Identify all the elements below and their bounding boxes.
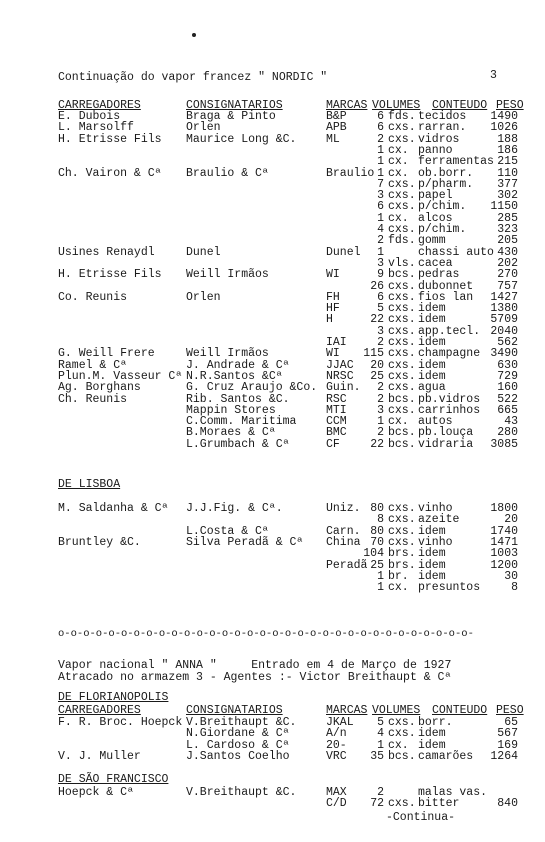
volume-qty-cell: 3 xyxy=(377,324,384,338)
volume-unit-cell: cxs. xyxy=(388,502,416,515)
weight-cell: 20 xyxy=(504,513,518,527)
shipper-cell: M. Saldanha & Cª xyxy=(58,502,169,515)
weight-cell: 522 xyxy=(497,392,518,406)
content-cell: idem xyxy=(418,569,446,583)
volume-unit-cell: cxs. xyxy=(388,797,416,811)
weight-cell: 1490 xyxy=(490,110,518,123)
consignee-cell: G. Cruz Araujo &Co. xyxy=(186,381,318,395)
weight-cell: 1150 xyxy=(490,200,518,214)
shipper-cell: E. Dubois xyxy=(58,110,121,123)
content-cell: panno xyxy=(418,143,453,157)
volume-unit-cell: cxs. xyxy=(388,121,416,135)
volume-qty-cell: 25 xyxy=(370,369,384,383)
column-header: CARREGADORES xyxy=(58,704,141,717)
weight-cell: 2040 xyxy=(490,324,518,338)
shipper-cell: Ramel & Cª xyxy=(58,358,128,372)
volume-qty-cell: 4 xyxy=(377,223,384,236)
content-cell: p/chim. xyxy=(418,223,467,236)
volume-qty-cell: 1 xyxy=(377,143,384,157)
volume-unit-cell: bcs. xyxy=(388,426,416,440)
mark-cell: ML xyxy=(326,132,340,146)
mark-cell: MTI xyxy=(326,403,347,417)
mark-cell: Dunel xyxy=(326,245,361,259)
content-cell: agua xyxy=(418,381,446,395)
shipper-cell: H. Etrisse Fils xyxy=(58,132,162,146)
weight-cell: 8 xyxy=(511,581,518,595)
shipper-cell: V. J. Muller xyxy=(58,749,141,763)
column-header: PESO xyxy=(496,99,524,112)
volume-qty-cell: 2 xyxy=(377,426,384,440)
volume-unit-cell: cx. xyxy=(388,738,409,752)
weight-cell: 3085 xyxy=(490,437,518,451)
consignee-cell: L.Grumbach & Cª xyxy=(186,437,290,451)
volume-unit-cell: cxs. xyxy=(388,177,416,191)
volume-unit-cell: cxs. xyxy=(388,336,416,349)
content-cell: idem xyxy=(418,727,446,741)
weight-cell: 1026 xyxy=(490,121,518,135)
content-cell: tecidos xyxy=(418,110,467,123)
shipper-cell: Plun.M. Vasseur Cª xyxy=(58,369,183,383)
consignee-cell: B.Moraes & Cª xyxy=(186,426,276,440)
mark-cell: IAI xyxy=(326,336,347,349)
volume-qty-cell: 7 xyxy=(377,177,384,191)
mark-cell: Carn. xyxy=(326,524,361,538)
volume-unit-cell: cx. xyxy=(388,581,409,595)
volume-unit-cell: bcs. xyxy=(388,268,416,282)
consignee-cell: J. Andrade & Cª xyxy=(186,358,290,372)
content-cell: idem xyxy=(418,558,446,572)
weight-cell: 65 xyxy=(504,716,518,729)
weight-cell: 1427 xyxy=(490,290,518,304)
weight-cell: 270 xyxy=(497,268,518,282)
volume-unit-cell: cxs. xyxy=(388,524,416,538)
weight-cell: 169 xyxy=(497,738,518,752)
weight-cell: 30 xyxy=(504,569,518,583)
content-cell: chassi auto xyxy=(418,245,494,259)
mark-cell: BMC xyxy=(326,426,347,440)
mark-cell: CF xyxy=(326,437,340,451)
column-header: MARCAS xyxy=(326,704,368,717)
weight-cell: 665 xyxy=(497,403,518,417)
volume-qty-cell: 2 xyxy=(377,786,384,799)
mark-cell: VRC xyxy=(326,749,347,763)
shipper-cell: G. Weill Frere xyxy=(58,347,155,361)
volume-unit-cell: brs. xyxy=(388,547,416,561)
weight-cell: 43 xyxy=(504,415,518,429)
column-header: PESO xyxy=(496,704,524,717)
content-cell: ob.borr. xyxy=(418,166,474,180)
weight-cell: 285 xyxy=(497,211,518,225)
content-cell: pb.vidros xyxy=(418,392,481,406)
volume-unit-cell: cxs. xyxy=(388,347,416,361)
consignee-cell: C.Comm. Maritima xyxy=(186,415,297,429)
weight-cell: 1200 xyxy=(490,558,518,572)
content-cell: fios lan xyxy=(418,290,474,304)
consignee-cell: J.Santos Coelho xyxy=(186,749,290,763)
volume-unit-cell: cx. xyxy=(388,166,409,180)
volume-qty-cell: 35 xyxy=(370,749,384,763)
consignee-cell: Dunel xyxy=(186,245,221,259)
volume-unit-cell: cxs. xyxy=(388,200,416,214)
shipper-cell: Bruntley &C. xyxy=(58,535,141,549)
volume-qty-cell: 25 xyxy=(370,558,384,572)
consignee-cell: Braulio & Cª xyxy=(186,166,269,180)
volume-qty-cell: 72 xyxy=(370,797,384,811)
weight-cell: 202 xyxy=(497,256,518,270)
weight-cell: 323 xyxy=(497,223,518,236)
volume-qty-cell: 1 xyxy=(377,245,384,259)
weight-cell: 630 xyxy=(497,358,518,372)
volume-qty-cell: 1 xyxy=(377,155,384,169)
content-cell: camarões xyxy=(418,749,474,763)
consignee-cell: L. Cardoso & Cª xyxy=(186,738,290,752)
weight-cell: 1264 xyxy=(490,749,518,763)
column-header: CONTEUDO xyxy=(432,99,488,112)
weight-cell: 567 xyxy=(497,727,518,741)
volume-unit-cell: brs. xyxy=(388,558,416,572)
content-cell: p/pharm. xyxy=(418,177,474,191)
volume-qty-cell: 22 xyxy=(370,313,384,327)
weight-cell: 280 xyxy=(497,426,518,440)
content-cell: idem xyxy=(418,547,446,561)
content-cell: cacea xyxy=(418,256,453,270)
volume-qty-cell: 3 xyxy=(377,256,384,270)
content-cell: malas vas. xyxy=(418,786,488,799)
content-cell: papel xyxy=(418,189,453,203)
weight-cell: 160 xyxy=(497,381,518,395)
volume-unit-cell: cxs. xyxy=(388,716,416,729)
volume-unit-cell: br. xyxy=(388,569,409,583)
weight-cell: 757 xyxy=(497,279,518,293)
column-header: CONSIGNATARIOS xyxy=(186,704,283,717)
origin-sao-francisco: DE SÃO FRANCISCO xyxy=(58,773,169,786)
volume-qty-cell: 1 xyxy=(377,738,384,752)
agents-line: Atracado no armazem 3 - Agentes :- Victor Breithaupt & Cª xyxy=(58,671,452,684)
volume-qty-cell: 2 xyxy=(377,132,384,146)
weight-cell: 1800 xyxy=(490,502,518,515)
shipper-cell: Usines Renaydl xyxy=(58,245,155,259)
volume-unit-cell: cx. xyxy=(388,415,409,429)
volume-qty-cell: 1 xyxy=(377,211,384,225)
volume-unit-cell: cxs. xyxy=(388,358,416,372)
volume-qty-cell: 3 xyxy=(377,189,384,203)
volume-unit-cell: cxs. xyxy=(388,279,416,293)
volume-unit-cell: vls. xyxy=(388,256,416,270)
volume-qty-cell: 1 xyxy=(377,415,384,429)
volume-qty-cell: 2 xyxy=(377,381,384,395)
vessel-line: Vapor nacional " ANNA " Entrado em 4 de Março de 1927 xyxy=(58,659,452,672)
mark-cell: JJAC xyxy=(326,358,354,372)
mark-cell: C/D xyxy=(326,797,347,811)
content-cell: carrinhos xyxy=(418,403,481,417)
consignee-cell: Braga & Pinto xyxy=(186,110,276,123)
volume-unit-cell: cxs. xyxy=(388,513,416,527)
volume-qty-cell: 1 xyxy=(377,581,384,595)
volume-qty-cell: 2 xyxy=(377,336,384,349)
mark-cell: China xyxy=(326,535,361,549)
consignee-cell: L.Costa & Cª xyxy=(186,524,269,538)
shipper-cell: F. R. Broc. Hoepck xyxy=(58,716,183,729)
volume-qty-cell: 6 xyxy=(377,290,384,304)
mark-cell: Braulio xyxy=(326,166,375,180)
weight-cell: 729 xyxy=(497,369,518,383)
consignee-cell: Weill Irmãos xyxy=(186,268,269,282)
column-header: VOLUMES xyxy=(372,704,421,717)
separator-line: o-o-o-o-o-o-o-o-o-o-o-o-o-o-o-o-o-o-o-o-o-o-o-o-o-o-o-o-o-o-o-o-o- xyxy=(58,628,474,640)
volume-qty-cell: 20 xyxy=(370,358,384,372)
mark-cell: H xyxy=(326,313,333,327)
weight-cell: 205 xyxy=(497,234,518,248)
consignee-cell: Orlen xyxy=(186,290,221,304)
content-cell: idem xyxy=(418,302,446,316)
weight-cell: 5709 xyxy=(490,313,518,327)
volume-qty-cell: 26 xyxy=(370,279,384,293)
volume-unit-cell: cxs. xyxy=(388,727,416,741)
content-cell: alcos xyxy=(418,211,453,225)
weight-cell: 302 xyxy=(497,189,518,203)
mark-cell: 20- xyxy=(326,738,347,752)
volume-qty-cell: 4 xyxy=(377,727,384,741)
consignee-cell: Rib. Santos &C. xyxy=(186,392,290,406)
content-cell: vinho xyxy=(418,535,453,549)
mark-cell: NRSC xyxy=(326,369,354,383)
weight-cell: 1380 xyxy=(490,302,518,316)
column-header: CARREGADORES xyxy=(58,99,141,112)
volume-qty-cell: 22 xyxy=(370,437,384,451)
mark-cell: MAX xyxy=(326,786,347,799)
shipper-cell: Ch. Reunis xyxy=(58,392,128,406)
volume-unit-cell: bcs. xyxy=(388,437,416,451)
page-header: Continuação do vapor francez " NORDIC " xyxy=(58,71,328,84)
mark-cell: B&P xyxy=(326,110,347,123)
consignee-cell: Weill Irmãos xyxy=(186,347,269,361)
ink-dot xyxy=(192,33,196,37)
consignee-cell: Silva Peradã & Cª xyxy=(186,535,304,549)
weight-cell: 840 xyxy=(497,797,518,811)
content-cell: p/chim. xyxy=(418,200,467,214)
volume-qty-cell: 2 xyxy=(377,392,384,406)
volume-qty-cell: 9 xyxy=(377,268,384,282)
volume-unit-cell: cxs. xyxy=(388,381,416,395)
volume-qty-cell: 6 xyxy=(377,110,384,123)
consignee-cell: V.Breithaupt &C. xyxy=(186,716,297,729)
mark-cell: FH xyxy=(326,290,340,304)
content-cell: idem xyxy=(418,336,446,349)
content-cell: azeite xyxy=(418,513,460,527)
content-cell: champagne xyxy=(418,347,481,361)
content-cell: autos xyxy=(418,415,453,429)
shipper-cell: Ag. Borghans xyxy=(58,381,141,395)
volume-qty-cell: 80 xyxy=(370,502,384,515)
origin-florianopolis: DE FLORIANOPOLIS xyxy=(58,691,169,704)
mark-cell: JKAL xyxy=(326,716,354,729)
weight-cell: 377 xyxy=(497,177,518,191)
volume-qty-cell: 70 xyxy=(370,535,384,549)
shipper-cell: Hoepck & Cª xyxy=(58,786,134,799)
mark-cell: CCM xyxy=(326,415,347,429)
content-cell: pb.louça xyxy=(418,426,474,440)
consignee-cell: V.Breithaupt &C. xyxy=(186,786,297,799)
volume-qty-cell: 2 xyxy=(377,234,384,248)
content-cell: vidros xyxy=(418,132,460,146)
volume-unit-cell: cxs. xyxy=(388,290,416,304)
consignee-cell: J.J.Fig. & Cª. xyxy=(186,502,283,515)
weight-cell: 1740 xyxy=(490,524,518,538)
content-cell: bitter xyxy=(418,797,460,811)
volume-unit-cell: cxs. xyxy=(388,132,416,146)
volume-qty-cell: 5 xyxy=(377,302,384,316)
content-cell: idem xyxy=(418,524,446,538)
volume-qty-cell: 80 xyxy=(370,524,384,538)
weight-cell: 186 xyxy=(497,143,518,157)
mark-cell: RSC xyxy=(326,392,347,406)
content-cell: pedras xyxy=(418,268,460,282)
volume-unit-cell: bcs. xyxy=(388,749,416,763)
mark-cell: APB xyxy=(326,121,347,135)
volume-unit-cell: cxs. xyxy=(388,324,416,338)
consignee-cell: Orlen xyxy=(186,121,221,135)
volume-unit-cell: cxs. xyxy=(388,313,416,327)
continues-label: -Continua- xyxy=(386,811,456,824)
content-cell: idem xyxy=(418,369,446,383)
content-cell: vinho xyxy=(418,502,453,515)
volume-unit-cell: cx. xyxy=(388,155,409,169)
weight-cell: 110 xyxy=(497,166,518,180)
page-number: 3 xyxy=(490,69,497,82)
consignee-cell: Maurice Long &C. xyxy=(186,132,297,146)
consignee-cell: N.R.Santos &Cª xyxy=(186,369,283,383)
mark-cell: A/n xyxy=(326,727,347,741)
mark-cell: WI xyxy=(326,347,340,361)
column-header: VOLUMES xyxy=(372,99,421,112)
volume-qty-cell: 6 xyxy=(377,121,384,135)
weight-cell: 215 xyxy=(497,155,518,169)
content-cell: borr. xyxy=(418,716,453,729)
volume-qty-cell: 115 xyxy=(363,347,384,361)
volume-unit-cell: bcs. xyxy=(388,392,416,406)
shipper-cell: L. Marsolff xyxy=(58,121,134,135)
column-header: CONSIGNATARIOS xyxy=(186,99,283,112)
content-cell: presuntos xyxy=(418,581,481,595)
volume-unit-cell: fds. xyxy=(388,110,416,123)
volume-unit-cell: cx. xyxy=(388,211,409,225)
content-cell: vidraria xyxy=(418,437,474,451)
content-cell: idem xyxy=(418,358,446,372)
shipper-cell: H. Etrisse Fils xyxy=(58,268,162,282)
column-header: CONTEUDO xyxy=(432,704,488,717)
weight-cell: 1471 xyxy=(490,535,518,549)
volume-qty-cell: 3 xyxy=(377,403,384,417)
content-cell: app.tecl. xyxy=(418,324,481,338)
weight-cell: 188 xyxy=(497,132,518,146)
content-cell: gomm xyxy=(418,234,446,248)
mark-cell: Guin. xyxy=(326,381,361,395)
mark-cell: Uniz. xyxy=(326,502,361,515)
volume-qty-cell: 1 xyxy=(377,569,384,583)
weight-cell: 430 xyxy=(497,245,518,259)
volume-qty-cell: 8 xyxy=(377,513,384,527)
content-cell: idem xyxy=(418,738,446,752)
volume-unit-cell: cxs. xyxy=(388,302,416,316)
content-cell: rarran. xyxy=(418,121,467,135)
column-header: MARCAS xyxy=(326,99,368,112)
volume-unit-cell: cxs. xyxy=(388,223,416,236)
content-cell: dubonnet xyxy=(418,279,474,293)
volume-qty-cell: 6 xyxy=(377,200,384,214)
weight-cell: 1003 xyxy=(490,547,518,561)
shipper-cell: Ch. Vairon & Cª xyxy=(58,166,162,180)
weight-cell: 3490 xyxy=(490,347,518,361)
volume-qty-cell: 1 xyxy=(377,166,384,180)
shipper-cell: Co. Reunis xyxy=(58,290,128,304)
weight-cell: 562 xyxy=(497,336,518,349)
content-cell: idem xyxy=(418,313,446,327)
volume-unit-cell: cxs. xyxy=(388,369,416,383)
volume-qty-cell: 5 xyxy=(377,716,384,729)
volume-qty-cell: 104 xyxy=(363,547,384,561)
volume-unit-cell: cxs. xyxy=(388,403,416,417)
volume-unit-cell: fds. xyxy=(388,234,416,248)
consignee-cell: N.Giordane & Cª xyxy=(186,727,290,741)
section-title-lisboa: DE LISBOA xyxy=(58,478,121,491)
consignee-cell: Mappin Stores xyxy=(186,403,276,417)
content-cell: ferramentas xyxy=(418,155,494,169)
mark-cell: WI xyxy=(326,268,340,282)
mark-cell: HF xyxy=(326,302,340,316)
mark-cell: Peradã xyxy=(326,558,368,572)
volume-unit-cell: cx. xyxy=(388,143,409,157)
volume-unit-cell: cxs. xyxy=(388,189,416,203)
volume-unit-cell: cxs. xyxy=(388,535,416,549)
